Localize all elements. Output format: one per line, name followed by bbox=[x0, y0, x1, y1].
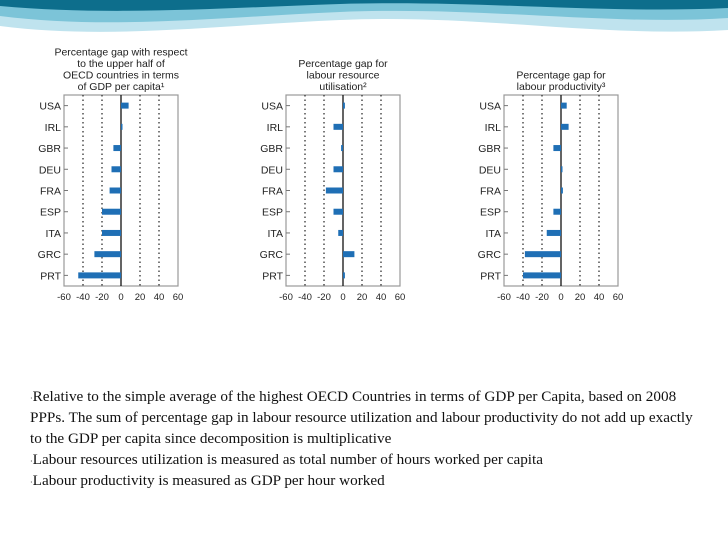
x-tick-label: -20 bbox=[317, 292, 331, 303]
x-tick-label: 0 bbox=[558, 292, 564, 303]
chart-title-line: OECD countries in terms bbox=[62, 69, 180, 82]
bar-irl bbox=[334, 124, 344, 130]
chart-panel-labour-productivity bbox=[462, 40, 662, 310]
chart-title-line: labour productivity³ bbox=[516, 81, 606, 93]
chart-title-line: Percentage gap for bbox=[298, 58, 388, 70]
x-tick-label: 60 bbox=[394, 292, 406, 303]
chart-panel-gdp-gap bbox=[22, 40, 222, 310]
bar-irl bbox=[121, 124, 123, 130]
chart-title-line: Percentage gap for bbox=[516, 69, 606, 82]
x-tick-label: 40 bbox=[375, 292, 387, 303]
bar-esp bbox=[102, 209, 121, 215]
x-tick-label: 60 bbox=[612, 292, 624, 303]
chart-panel-labour-utilisation bbox=[244, 40, 444, 310]
bar-ita bbox=[338, 230, 343, 236]
bar-grc bbox=[94, 251, 121, 257]
footnote-marker: · bbox=[30, 394, 33, 403]
footnote-text: Labour resources utilization is measured as total number of hours worked per capita bbox=[32, 451, 543, 468]
chart-svg-labour-utilisation bbox=[244, 40, 444, 310]
chart-title-line: Percentage gap with respect bbox=[54, 46, 188, 59]
x-tick-label: 60 bbox=[172, 292, 184, 303]
x-tick-label: -60 bbox=[279, 292, 293, 303]
footnote-3 bbox=[30, 470, 702, 491]
category-label: USA bbox=[261, 100, 283, 113]
bar-usa bbox=[343, 103, 345, 109]
category-label: PRT bbox=[40, 270, 61, 283]
bar-gbr bbox=[341, 145, 343, 151]
chart-title-line: utilisation² bbox=[319, 81, 367, 93]
category-label: USA bbox=[39, 100, 61, 113]
x-tick-label: 20 bbox=[134, 292, 146, 303]
x-tick-label: -60 bbox=[497, 292, 511, 303]
bar-ita bbox=[547, 230, 561, 236]
footnote-2 bbox=[30, 449, 702, 470]
chart-svg-labour-productivity bbox=[462, 40, 662, 310]
bar-esp bbox=[334, 209, 344, 215]
bar-deu bbox=[334, 166, 344, 172]
category-label: DEU bbox=[260, 164, 283, 177]
category-label: IRL bbox=[484, 121, 501, 134]
category-label: ESP bbox=[479, 206, 501, 219]
category-label: ITA bbox=[267, 227, 283, 240]
bar-irl bbox=[561, 124, 569, 130]
chart-svg-gdp-gap bbox=[22, 40, 222, 310]
x-tick-label: 0 bbox=[118, 292, 124, 303]
category-label: FRA bbox=[262, 185, 283, 198]
bar-ita bbox=[102, 230, 121, 236]
bar-usa bbox=[561, 103, 567, 109]
x-tick-label: 20 bbox=[574, 292, 586, 303]
bar-gbr bbox=[113, 145, 121, 151]
category-label: GRC bbox=[259, 249, 283, 262]
bar-usa bbox=[121, 103, 129, 109]
bar-fra bbox=[561, 188, 563, 194]
x-tick-label: -20 bbox=[95, 292, 109, 303]
footnote-text: Labour productivity is measured as GDP per hour worked bbox=[32, 472, 385, 489]
category-label: DEU bbox=[38, 164, 61, 177]
bar-prt bbox=[78, 272, 121, 278]
chart-title-line: labour resource bbox=[306, 69, 380, 82]
footnotes bbox=[30, 386, 702, 491]
bar-grc bbox=[525, 251, 561, 257]
category-label: ITA bbox=[485, 227, 501, 240]
x-tick-label: -40 bbox=[516, 292, 530, 303]
category-label: ITA bbox=[45, 227, 61, 240]
bar-deu bbox=[561, 166, 563, 172]
category-label: FRA bbox=[480, 185, 501, 198]
category-label: GRC bbox=[477, 249, 501, 262]
x-tick-label: 40 bbox=[593, 292, 605, 303]
bar-fra bbox=[110, 188, 121, 194]
bar-deu bbox=[112, 166, 122, 172]
x-tick-label: 20 bbox=[356, 292, 368, 303]
footnote-marker: · bbox=[30, 457, 33, 466]
footnote-marker: · bbox=[30, 478, 33, 487]
category-label: FRA bbox=[40, 185, 61, 198]
x-tick-label: -40 bbox=[76, 292, 90, 303]
x-tick-label: -60 bbox=[57, 292, 71, 303]
category-label: ESP bbox=[261, 206, 283, 219]
bar-grc bbox=[343, 251, 354, 257]
chart-title-line: to the upper half of bbox=[77, 58, 165, 70]
bar-prt bbox=[343, 272, 345, 278]
category-label: ESP bbox=[39, 206, 61, 219]
bar-fra bbox=[326, 188, 343, 194]
bar-esp bbox=[553, 209, 561, 215]
bar-prt bbox=[523, 272, 561, 278]
category-label: GBR bbox=[478, 143, 501, 156]
x-tick-label: -20 bbox=[535, 292, 549, 303]
category-label: IRL bbox=[44, 121, 61, 134]
x-tick-label: -40 bbox=[298, 292, 312, 303]
category-label: IRL bbox=[266, 121, 283, 134]
category-label: GRC bbox=[37, 249, 61, 262]
category-label: DEU bbox=[478, 164, 501, 177]
category-label: GBR bbox=[260, 143, 283, 156]
x-tick-label: 0 bbox=[340, 292, 346, 303]
footnote-text: Relative to the simple average of the highest OECD Countries in terms of GDP per Capita, based on 2008 PPPs. The sum of percentage gap in labour resource utilization and labour productivity do not add up exactly to the GDP per capita since decomposition is multiplicative bbox=[30, 388, 693, 447]
header-wave-banner bbox=[0, 0, 728, 40]
bar-gbr bbox=[553, 145, 561, 151]
category-label: PRT bbox=[480, 270, 501, 283]
category-label: GBR bbox=[38, 143, 61, 156]
x-tick-label: 40 bbox=[153, 292, 165, 303]
category-label: USA bbox=[479, 100, 501, 113]
footnote-1 bbox=[30, 386, 702, 449]
category-label: PRT bbox=[262, 270, 283, 283]
chart-title-line: of GDP per capita¹ bbox=[77, 81, 165, 93]
